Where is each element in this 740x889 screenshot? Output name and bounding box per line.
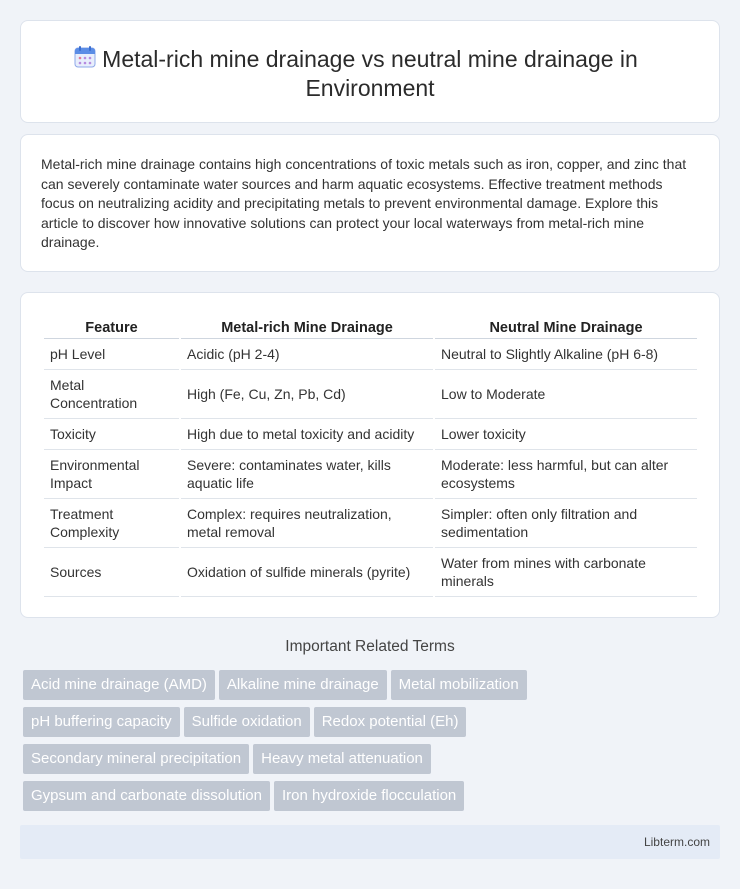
tag-iron-hydroxide-flocculation[interactable]: Iron hydroxide flocculation [274,781,464,811]
row-feature: Metal Concentration [44,370,179,419]
page-title: Metal-rich mine drainage vs neutral mine drainage in Environment [102,46,638,101]
row-feature: pH Level [44,339,179,370]
table-row [44,499,697,548]
row-metal-rich: Severe: contaminates water, kills aquatic life [181,450,433,499]
tag-secondary-mineral-precipitation[interactable]: Secondary mineral precipitation [23,744,249,774]
tag-gypsum-carbonate-dissolution[interactable]: Gypsum and carbonate dissolution [23,781,270,811]
header-metal-rich: Metal-rich Mine Drainage [181,313,433,339]
tag-row [23,707,723,744]
row-metal-rich: High due to metal toxicity and acidity [181,419,433,450]
comparison-table [42,313,699,597]
tag-row [23,670,723,707]
tag-alkaline-mine-drainage[interactable]: Alkaline mine drainage [219,670,387,700]
comparison-card [20,292,720,618]
footer-site-link[interactable]: Libterm.com [643,835,710,849]
header-card [20,20,720,123]
row-neutral: Low to Moderate [435,370,697,419]
related-terms-heading: Important Related Terms [285,638,455,655]
tag-row [23,744,723,781]
tag-ph-buffering-capacity[interactable]: pH buffering capacity [23,707,180,737]
tag-metal-mobilization[interactable]: Metal mobilization [391,670,527,700]
tag-heavy-metal-attenuation[interactable]: Heavy metal attenuation [253,744,431,774]
row-metal-rich: Oxidation of sulfide minerals (pyrite) [181,548,433,597]
row-feature: Treatment Complexity [44,499,179,548]
table-row [44,419,697,450]
row-feature: Toxicity [44,419,179,450]
row-metal-rich: High (Fe, Cu, Zn, Pb, Cd) [181,370,433,419]
tag-row [23,781,723,818]
row-feature: Environmental Impact [44,450,179,499]
table-row [44,370,697,419]
tag-acid-mine-drainage[interactable]: Acid mine drainage (AMD) [23,670,215,700]
table-row [44,339,697,370]
row-neutral: Lower toxicity [435,419,697,450]
row-neutral: Moderate: less harmful, but can alter ecosystems [435,450,697,499]
table-row [44,450,697,499]
related-terms-list [23,670,723,818]
row-feature: Sources [44,548,179,597]
table-row [44,548,697,597]
row-neutral: Water from mines with carbonate minerals [435,548,697,597]
intro-card [20,134,720,272]
row-metal-rich: Acidic (pH 2-4) [181,339,433,370]
row-neutral: Simpler: often only filtration and sedimentation [435,499,697,548]
table-header-row [44,313,697,339]
tag-sulfide-oxidation[interactable]: Sulfide oxidation [184,707,310,737]
header-feature: Feature [44,313,179,339]
row-neutral: Neutral to Slightly Alkaline (pH 6-8) [435,339,697,370]
footer [20,825,720,859]
intro-paragraph: Metal-rich mine drainage contains high concentrations of toxic metals such as iron, copper, and zinc that can severely contaminate water sources and harm aquatic ecosystems. Effective treatment methods focus on neutralizing acidity and precipitating metals to prevent environmental damage. Explore this article to discover how innovative solutions can protect your local waterways from metal-rich mine drainage. [41,156,687,250]
row-metal-rich: Complex: requires neutralization, metal removal [181,499,433,548]
header-neutral: Neutral Mine Drainage [435,313,697,339]
tag-redox-potential[interactable]: Redox potential (Eh) [314,707,467,737]
